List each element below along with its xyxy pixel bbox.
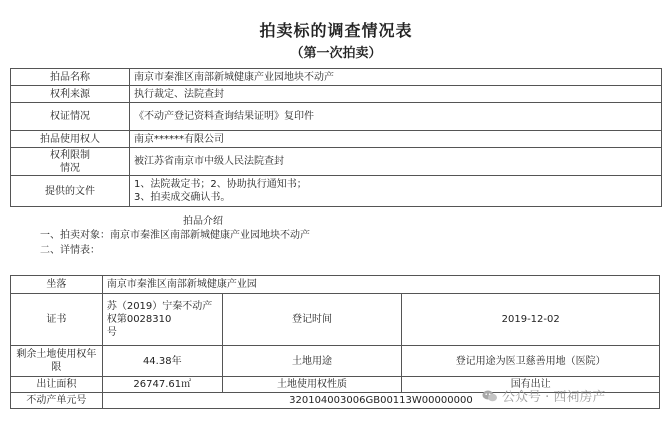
row-value: 《不动产登记资料查询结果证明》复印件 — [130, 103, 662, 131]
row-key: 权利来源 — [11, 86, 130, 103]
row-key: 提供的文件 — [11, 176, 130, 207]
row-key: 拍品使用权人 — [11, 131, 130, 148]
row-key: 拍品名称 — [11, 69, 130, 86]
row-value: 南京******有限公司 — [130, 131, 662, 148]
land-nature-value: 国有出让 — [402, 377, 660, 393]
certificate-line: 号 — [106, 327, 117, 338]
remaining-term-label-line: 剩余土地使用权年 — [16, 349, 97, 360]
row-value: 执行裁定、法院查封 — [130, 86, 662, 103]
certificate-value — [102, 294, 222, 346]
row-value: 南京市秦淮区南部新城健康产业园地块不动产 — [130, 69, 662, 86]
intro-line-details: 二、详情表： — [40, 245, 100, 256]
row-key-line: 情况 — [60, 162, 80, 174]
remaining-term-label — [11, 346, 103, 377]
row-key — [11, 148, 130, 176]
table-row — [11, 294, 660, 346]
file-line: 1、法院裁定书；2、协助执行通知书； — [134, 179, 307, 190]
unit-number-value: 320104003006GB00113W00000000 — [102, 393, 659, 409]
wechat-icon — [482, 389, 498, 403]
remaining-term-value: 44.38年 — [102, 346, 222, 377]
document-subtitle: （第一次拍卖） — [290, 46, 382, 61]
table-row — [11, 346, 660, 377]
table-row — [11, 131, 662, 148]
table-row — [11, 176, 662, 207]
document-title: 拍卖标的调查情况表 — [259, 21, 413, 40]
unit-number-label: 不动产单元号 — [11, 393, 103, 409]
land-use-value: 登记用途为医卫慈善用地（医院） — [402, 346, 660, 377]
land-use-label: 土地用途 — [222, 346, 402, 377]
intro-line-object: 一、拍卖对象：南京市秦淮区南部新城健康产业园地块不动产 — [40, 230, 310, 241]
remaining-term-label-line: 限 — [51, 362, 62, 373]
watermark-text: 公众号 · 西祠房产 — [502, 390, 606, 405]
area-label: 出让面积 — [11, 377, 103, 393]
table-row — [11, 69, 662, 86]
table-row — [11, 86, 662, 103]
row-value — [130, 176, 662, 207]
location-value: 南京市秦淮区南部新城健康产业园 — [102, 276, 659, 294]
row-key: 权证情况 — [11, 103, 130, 131]
survey-table — [10, 68, 662, 207]
intro-heading: 拍品介绍 — [183, 216, 223, 227]
registration-date-label: 登记时间 — [222, 294, 402, 346]
certificate-line: 苏（2019）宁秦不动产权第0028310 — [106, 301, 213, 325]
table-row — [11, 276, 660, 294]
certificate-label: 证书 — [11, 294, 103, 346]
table-row — [11, 148, 662, 176]
row-key-line: 权利限制 — [50, 149, 90, 161]
file-line: 3、拍卖成交确认书。 — [134, 192, 231, 203]
area-value: 26747.61㎡ — [102, 377, 222, 393]
registration-date-value: 2019-12-02 — [402, 294, 660, 346]
watermark — [482, 386, 605, 405]
location-label: 坐落 — [11, 276, 103, 294]
row-value: 被江苏省南京市中级人民法院查封 — [130, 148, 662, 176]
table-row — [11, 103, 662, 131]
land-nature-label: 土地使用权性质 — [222, 377, 402, 393]
